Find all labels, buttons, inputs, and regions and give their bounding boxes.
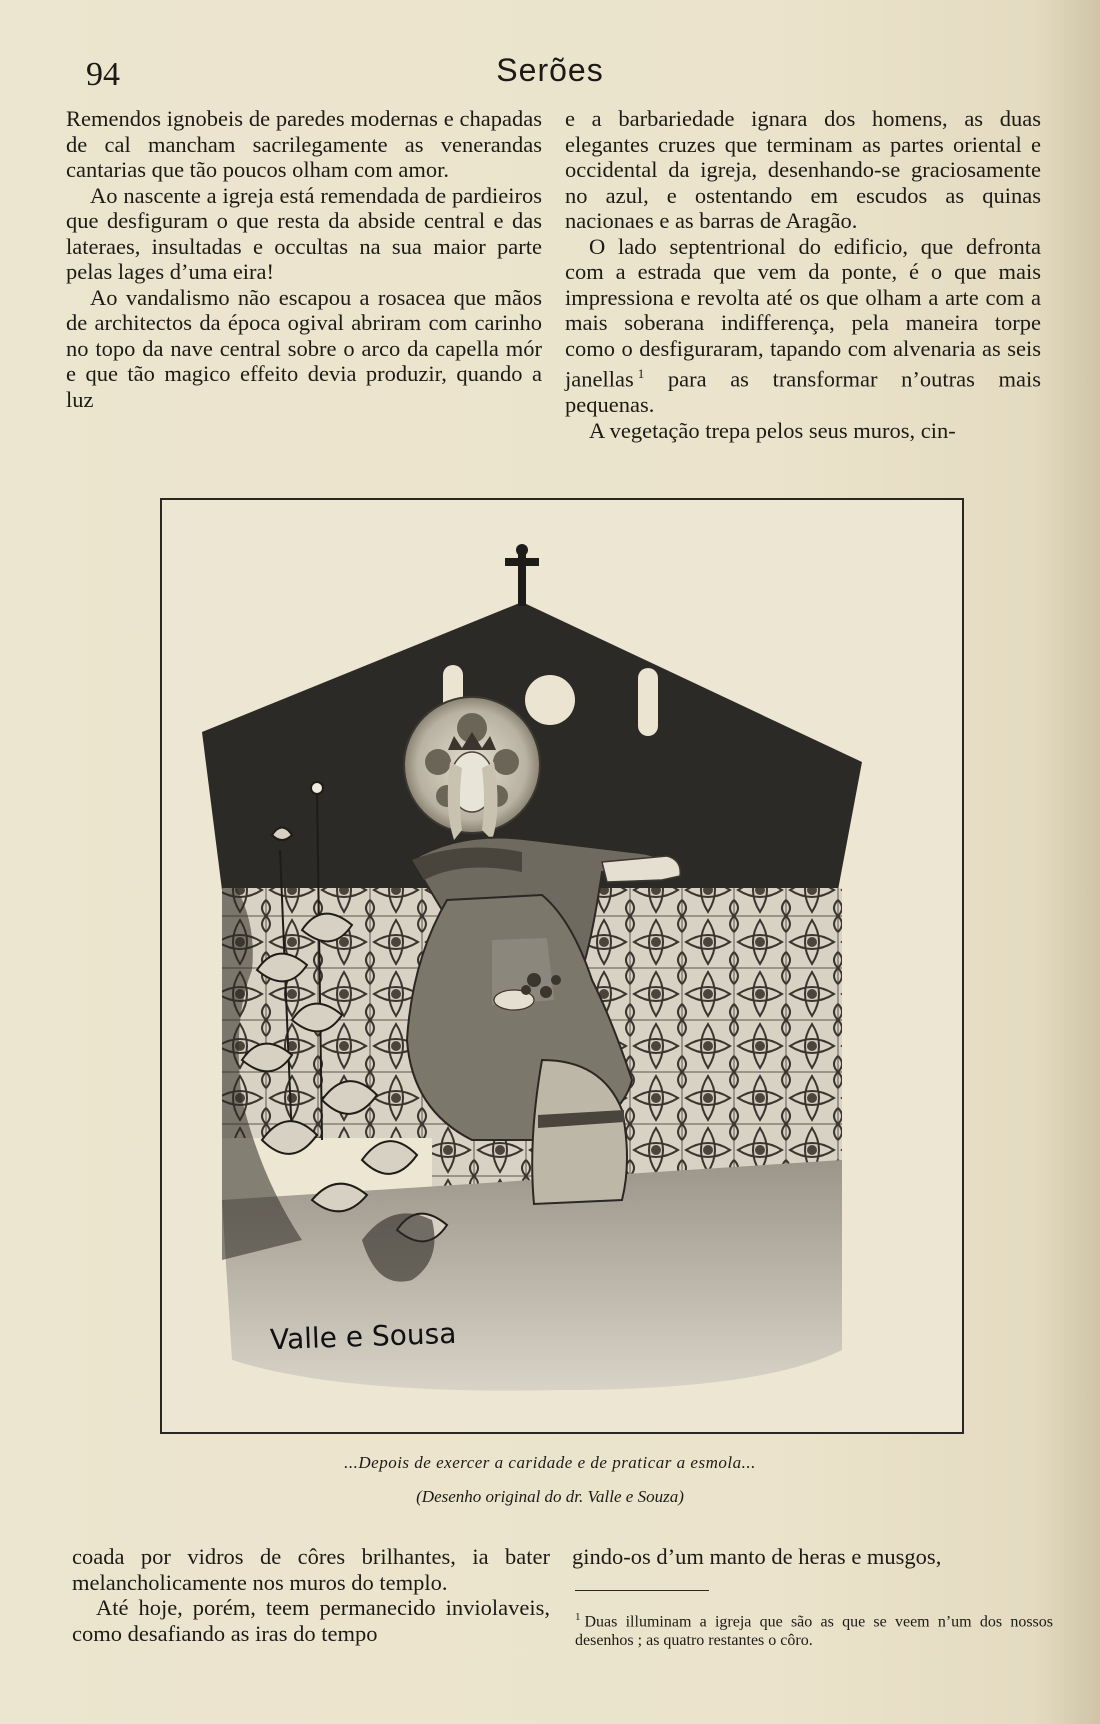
running-title: Serões <box>496 52 604 88</box>
figure-caption: ...Depois de exercer a caridade e de praticar a esmola... <box>344 1453 756 1472</box>
page-number: 94 <box>86 56 120 93</box>
paragraph: Ao vandalismo não escapou a rosacea que mãos de architectos da época ogival abriram com carinho no topo da nave central sobre o arco da capella mór e que tão magico effeito devia produzir, quando a luz <box>66 284 542 412</box>
text-column-right-top <box>565 106 1041 443</box>
paragraph: Ao nascente a igreja está remendada de pardieiros que desfiguram o que resta da abside central e das lateraes, insultadas e occultas na sua maior parte pelas lages d’uma eira! <box>66 182 542 284</box>
paragraph: coada por vidros de côres brilhantes, ia bater melancholicamente nos muros do templo. <box>72 1544 550 1595</box>
paragraph-with-note <box>565 234 1041 418</box>
paragraph: gindo-os d’um manto de heras e musgos, <box>572 1544 942 1569</box>
paragraph-text: O lado septentrional do edificio, que defronta com a estrada que vem da ponte, é o que mais impressiona e revolta até os que olham a arte com a mais soberana indifferença, pela maneira torpe como o desfiguraram, tapando com alvenaria as seis janellas <box>565 233 1041 392</box>
footnote-reference[interactable]: 1 <box>637 366 645 381</box>
illustration-frame <box>160 498 964 1434</box>
footnote-text: Duas illuminam a igreja que são as que se veem n’um dos nossos desenhos ; as quatro restantes o côro. <box>575 1613 1053 1650</box>
footnote <box>575 1608 1053 1650</box>
paragraph: Remendos ignobeis de paredes modernas e chapadas de cal mancham sacrilegamente as venerandas cantarias que tão poucos olham com amor. <box>66 106 542 182</box>
paragraph: A vegetação trepa pelos seus muros, cin- <box>589 417 956 443</box>
footnote-mark: 1 <box>575 1611 581 1623</box>
illustration-drawing <box>162 500 962 1432</box>
artist-signature: Valle e Sousa <box>269 1316 457 1357</box>
paragraph: e a barbariedade ignara dos homens, as duas elegantes cruzes que terminam as partes oriental e occidental da igreja, desenhando-se graciosamente no azul, e ostentando em escudos as quinas nacionaes e as barras de Aragão. <box>565 106 1041 233</box>
figure-credit: (Desenho original do dr. Valle e Souza) <box>416 1487 684 1506</box>
text-column-left-bottom <box>72 1544 550 1646</box>
paragraph-text: para as transformar n’outras mais pequenas. <box>565 366 1041 417</box>
paragraph: Até hoje, porém, teem permanecido inviolaveis, como desafiando as iras do tempo <box>72 1595 550 1646</box>
footnote-divider <box>575 1590 709 1591</box>
text-column-left-top <box>66 106 542 412</box>
text-column-right-bottom <box>572 1544 1050 1570</box>
